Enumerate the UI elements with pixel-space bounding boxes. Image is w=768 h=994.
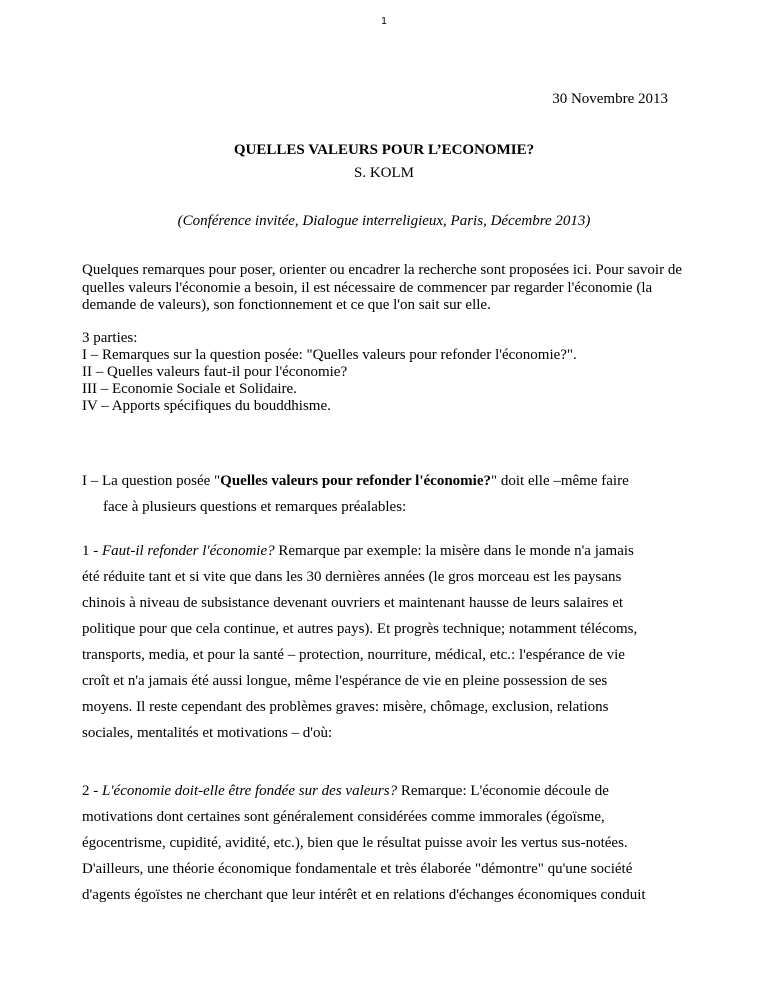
point-2-line: D'ailleurs, une théorie économique fondamentale et très élaborée "démontre" qu'une société — [82, 861, 633, 877]
parts-item: II – Quelles valeurs faut-il pour l'économie? — [82, 364, 348, 380]
document-subtitle: (Conférence invitée, Dialogue interreligieux, Paris, Décembre 2013) — [177, 213, 591, 229]
point-1-line: moyens. Il reste cependant des problèmes graves: misère, chômage, exclusion, relations — [82, 699, 609, 715]
point-1-line: politique pour que cela continue, et autres pays). Et progrès technique; notamment télécoms, — [82, 621, 638, 637]
point-1-line: sociales, mentalités et motivations – d'où: — [82, 725, 333, 741]
document-date: 30 Novembre 2013 — [552, 91, 668, 107]
point-1-number: 1 - — [82, 543, 102, 559]
point-1-paragraph — [82, 538, 682, 746]
parts-item: IV – Apports spécifiques du bouddhisme. — [82, 398, 331, 414]
point-2-paragraph — [82, 778, 682, 908]
point-2-line: d'agents égoïstes ne cherchant que leur intérêt et en relations d'échanges économiques conduit — [82, 887, 646, 903]
parts-item: III – Economie Sociale et Solidaire. — [82, 381, 297, 397]
document-title: QUELLES VALEURS POUR L’ECONOMIE? — [233, 142, 535, 158]
section-1-heading — [82, 468, 682, 520]
point-2-first-line — [82, 778, 682, 804]
document-author: S. KOLM — [353, 165, 414, 181]
point-2-line: motivations dont certaines sont généralement considérées comme immorales (égoïsme, — [82, 809, 605, 825]
point-2-line: Remarque: L'économie découle de — [397, 783, 609, 799]
section-1-question: Quelles valeurs pour refonder l'économie? — [220, 473, 491, 489]
section-1-continuation: face à plusieurs questions et remarques préalables: — [103, 499, 407, 515]
point-2-question: L'économie doit-elle être fondée sur des valeurs? — [102, 783, 398, 799]
point-2-line: égocentrisme, cupidité, avidité, etc.), bien que le résultat puisse avoir les vertus sus-notées. — [82, 835, 628, 851]
point-2-number: 2 - — [82, 783, 102, 799]
parts-list — [82, 330, 682, 415]
intro-paragraph: Quelques remarques pour poser, orienter ou encadrer la recherche sont proposées ici. Pour savoir de quelles valeurs l'économie a besoin, il est nécessaire de commencer par regarder l'économie (la demande de valeurs), son fonctionnement et ce que l'on sait sur elle. — [82, 262, 683, 313]
point-1-question: Faut-il refonder l'économie? — [102, 543, 275, 559]
point-1-first-line — [82, 538, 682, 564]
point-1-line: chinois à niveau de subsistance devenant ouvriers et maintenant hausse de leurs salaires et — [82, 595, 624, 611]
page-number: 1 — [381, 16, 387, 27]
parts-item: I – Remarques sur la question posée: "Quelles valeurs pour refonder l'économie?". — [82, 347, 577, 363]
section-1-suffix: " doit elle –même faire — [491, 473, 629, 489]
point-1-line: été réduite tant et si vite que dans les 30 dernières années (le gros morceau est les paysans — [82, 569, 622, 585]
point-1-line: transports, media, et pour la santé – protection, nourriture, médical, etc.: l'espérance de vie — [82, 647, 625, 663]
point-1-line: Remarque par exemple: la misère dans le monde n'a jamais — [274, 543, 634, 559]
parts-heading: 3 parties: — [82, 330, 138, 346]
point-1-line: croît et n'a jamais été aussi longue, même l'espérance de vie en pleine possession de ses — [82, 673, 608, 689]
section-1-prefix: I – La question posée " — [82, 473, 221, 489]
